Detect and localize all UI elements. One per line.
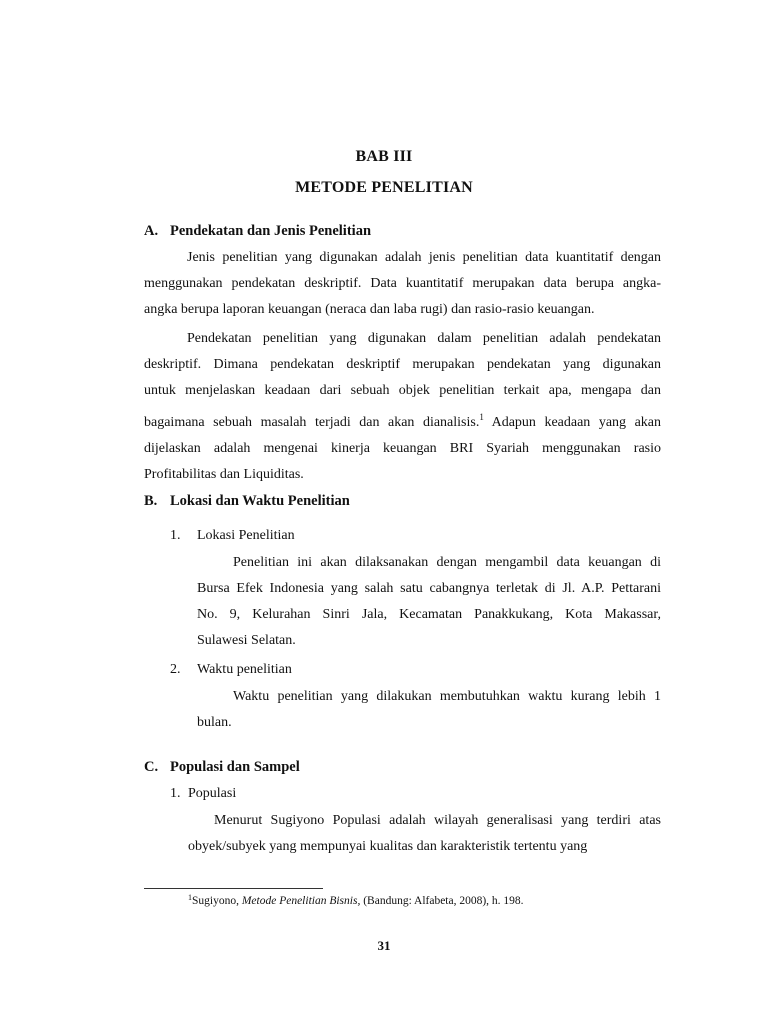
text-line: deskriptif. Dimana pendekatan deskriptif merupakan pendekatan yang digunakan bbox=[144, 357, 661, 372]
waktu-paragraph bbox=[197, 684, 661, 736]
list-item-waktu bbox=[170, 662, 292, 678]
section-a-title: Pendekatan dan Jenis Penelitian bbox=[170, 223, 372, 239]
text-line: obyek/subyek yang mempunyai kualitas dan karakteristik tertentu yang bbox=[188, 839, 588, 854]
section-c-heading bbox=[144, 759, 300, 776]
text-segment: bagaimana sebuah masalah terjadi dan akan dianalisis. bbox=[144, 415, 480, 430]
section-a-paragraph-1 bbox=[144, 245, 661, 323]
text-line: Profitabilitas dan Liquiditas. bbox=[144, 467, 304, 482]
footnote-author: Sugiyono, bbox=[192, 895, 239, 907]
text-line: dijelaskan adalah mengenai kinerja keuangan BRI Syariah menggunakan rasio bbox=[144, 441, 661, 456]
footnote bbox=[188, 893, 524, 907]
section-a-heading bbox=[144, 223, 371, 240]
lokasi-paragraph bbox=[197, 550, 661, 654]
list-number: 2. bbox=[170, 662, 181, 677]
list-label: Lokasi Penelitian bbox=[197, 528, 295, 543]
text-line: Pendekatan penelitian yang digunakan dalam penelitian adalah pendekatan bbox=[187, 331, 661, 346]
list-label: Populasi bbox=[188, 786, 237, 801]
section-a-letter: A. bbox=[144, 223, 159, 239]
text-line: bulan. bbox=[197, 715, 232, 730]
text-line: Sulawesi Selatan. bbox=[197, 633, 296, 648]
section-b-heading bbox=[144, 493, 350, 510]
chapter-label: BAB III bbox=[355, 148, 413, 165]
text-line: Jenis penelitian yang digunakan adalah jenis penelitian data kuantitatif dengan bbox=[187, 250, 661, 265]
text-line: menggunakan pendekatan deskriptif. Data kuantitatif merupakan data berupa angka- bbox=[144, 276, 661, 291]
text-line bbox=[144, 404, 661, 436]
text-line: Menurut Sugiyono Populasi adalah wilayah generalisasi yang terdiri atas bbox=[214, 813, 661, 828]
section-c-letter: C. bbox=[144, 759, 159, 775]
text-segment: Adapun keadaan yang akan bbox=[491, 415, 661, 430]
footnote-number: 1 bbox=[188, 893, 192, 902]
section-a-paragraph-2 bbox=[144, 326, 661, 488]
chapter-title: METODE PENELITIAN bbox=[295, 179, 473, 196]
page-number: 31 bbox=[377, 938, 391, 953]
list-number: 1. bbox=[170, 786, 181, 801]
section-b-title: Lokasi dan Waktu Penelitian bbox=[170, 493, 350, 509]
section-c-title: Populasi dan Sampel bbox=[170, 759, 300, 775]
text-line: untuk menjelaskan keadaan dari sebuah objek penelitian terkait apa, mengapa dan bbox=[144, 383, 661, 398]
footnote-divider bbox=[144, 888, 323, 889]
text-line: Waktu penelitian yang dilakukan membutuhkan waktu kurang lebih 1 bbox=[233, 689, 661, 704]
section-b-letter: B. bbox=[144, 493, 158, 509]
list-number: 1. bbox=[170, 528, 181, 543]
text-line: Bursa Efek Indonesia yang salah satu cabangnya terletak di Jl. A.P. Pettarani bbox=[197, 581, 661, 596]
text-line: Penelitian ini akan dilaksanakan dengan mengambil data keuangan di bbox=[233, 555, 661, 570]
list-item-lokasi bbox=[170, 528, 295, 544]
text-line: No. 9, Kelurahan Sinri Jala, Kecamatan Panakkukang, Kota Makassar, bbox=[197, 607, 661, 622]
footnote-book-title: Metode Penelitian Bisnis, bbox=[241, 895, 361, 907]
footnote-reference: 1 bbox=[479, 412, 484, 422]
footnote-publication: (Bandung: Alfabeta, 2008), h. 198. bbox=[363, 895, 524, 907]
list-item-populasi bbox=[170, 786, 236, 802]
list-label: Waktu penelitian bbox=[197, 662, 292, 677]
text-line: angka berupa laporan keuangan (neraca dan laba rugi) dan rasio-rasio keuangan. bbox=[144, 302, 595, 317]
populasi-paragraph bbox=[188, 808, 661, 860]
